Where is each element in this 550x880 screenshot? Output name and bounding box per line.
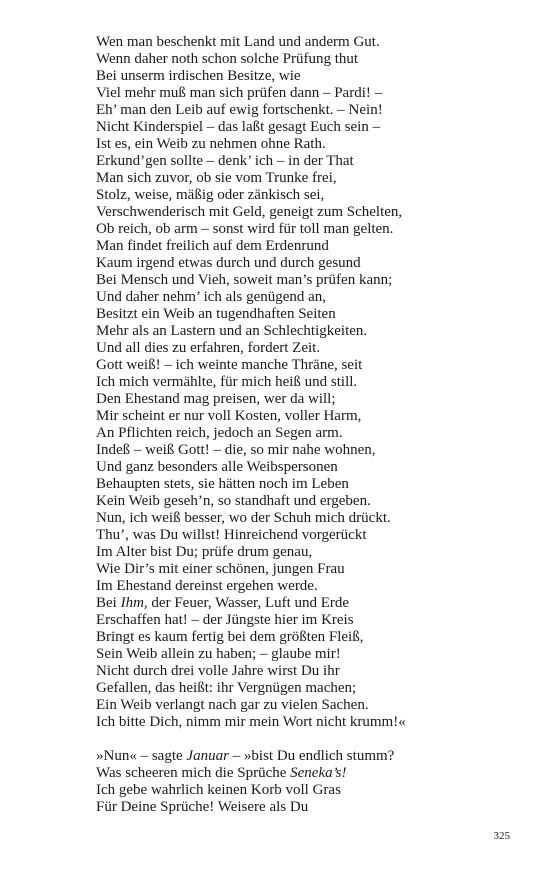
text-span: – »bist Du endlich stumm? xyxy=(228,748,395,764)
poem-line: Bei Mensch und Vieh, soweit man’s prüfen kann; xyxy=(96,272,393,288)
poem-line: Stolz, weise, mäßig oder zänkisch sei, xyxy=(96,187,325,203)
italic-word: Ihm, xyxy=(120,595,148,611)
poem-line: Ob reich, ob arm – sonst wird für toll man gelten. xyxy=(96,221,394,237)
text-span: der Feuer, Wasser, Luft und Erde xyxy=(147,595,350,611)
poem-line: Für Deine Sprüche! Weisere als Du xyxy=(96,799,309,815)
poem-line: Mir scheint er nur voll Kosten, voller Harm, xyxy=(96,408,362,424)
poem-line: Bei unserm irdischen Besitze, wie xyxy=(96,68,301,84)
poem-line: Verschwenderisch mit Geld, geneigt zum Schelten, xyxy=(96,204,403,220)
poem-line: Und ganz besonders alle Weibspersonen xyxy=(96,459,338,475)
stanza-1-end xyxy=(96,612,516,731)
poem-line: Ein Weib verlangt nach gar zu vielen Sachen. xyxy=(96,697,369,713)
poem-line: An Pflichten reich, jedoch an Segen arm. xyxy=(96,425,343,441)
poem-line: Im Ehestand dereinst ergehen werde. xyxy=(96,578,318,594)
poem-line: Sein Weib allein zu haben; – glaube mir! xyxy=(96,646,341,662)
poem-line: Und daher nehm’ ich als genügend an, xyxy=(96,289,327,305)
stanza-gap xyxy=(96,731,516,748)
poem-line: Behaupten stets, sie hätten noch im Leben xyxy=(96,476,349,492)
poem-line: Wenn daher noth schon solche Prüfung thut xyxy=(96,51,359,67)
text-span: Bei xyxy=(96,595,121,611)
poem-line: Gefallen, das heißt: ihr Vergnügen machen; xyxy=(96,680,357,696)
poem-text xyxy=(96,34,516,816)
italic-word: Seneka’s! xyxy=(290,765,347,781)
poem-line: Nicht durch drei volle Jahre wirst Du ihr xyxy=(96,663,340,679)
poem-line: Ich mich vermählte, für mich heiß und still. xyxy=(96,374,358,390)
poem-line: Ich gebe wahrlich keinen Korb voll Gras xyxy=(96,782,341,798)
poem-line: Nun, ich weiß besser, wo der Schuh mich drückt. xyxy=(96,510,391,526)
poem-line: Indeß – weiß Gott! – die, so mir nahe wohnen, xyxy=(96,442,376,458)
poem-line: Besitzt ein Weib an tugendhaften Seiten xyxy=(96,306,336,322)
italic-word: Januar xyxy=(186,748,229,764)
text-span: »Nun« – sagte xyxy=(96,748,187,764)
poem-line xyxy=(96,595,516,612)
poem-line: Thu’, was Du willst! Hinreichend vorgerückt xyxy=(96,527,367,543)
poem-line: Gott weiß! – ich weinte manche Thräne, seit xyxy=(96,357,363,373)
poem-line: Man sich zuvor, ob sie vom Trunke frei, xyxy=(96,170,337,186)
poem-line: Und all dies zu erfahren, fordert Zeit. xyxy=(96,340,321,356)
poem-line: Kein Weib geseh’n, so standhaft und ergeben. xyxy=(96,493,371,509)
stanza-2-end xyxy=(96,782,516,816)
stanza-1 xyxy=(96,34,516,595)
poem-line: Ist es, ein Weib zu nehmen ohne Rath. xyxy=(96,136,326,152)
poem-line: Wie Dir’s mit einer schönen, jungen Frau xyxy=(96,561,345,577)
poem-line: Viel mehr muß man sich prüfen dann – Pardi! – xyxy=(96,85,383,101)
poem-line: Bringt es kaum fertig bei dem größten Fleiß, xyxy=(96,629,364,645)
poem-line: Den Ehestand mag preisen, wer da will; xyxy=(96,391,336,407)
poem-line xyxy=(96,765,516,782)
poem-line: Im Alter bist Du; prüfe drum genau, xyxy=(96,544,313,560)
poem-line: Kaum irgend etwas durch und durch gesund xyxy=(96,255,361,271)
page-number: 325 xyxy=(493,830,510,842)
poem-line: Erschaffen hat! – der Jüngste hier im Kreis xyxy=(96,612,354,628)
poem-line: Eh’ man den Leib auf ewig fortschenkt. – Nein! xyxy=(96,102,383,118)
poem-line: Ich bitte Dich, nimm mir mein Wort nicht krumm!« xyxy=(96,714,406,730)
text-span: Was scheeren mich die Sprüche xyxy=(96,765,291,781)
poem-line: Man findet freilich auf dem Erdenrund xyxy=(96,238,329,254)
poem-line: Nicht Kinderspiel – das laßt gesagt Euch sein – xyxy=(96,119,381,135)
poem-line: Erkund’gen sollte – denk’ ich – in der That xyxy=(96,153,354,169)
poem-line xyxy=(96,748,516,765)
poem-line: Wen man beschenkt mit Land und anderm Gut. xyxy=(96,34,380,50)
poem-line: Mehr als an Lastern und an Schlechtigkeiten. xyxy=(96,323,368,339)
